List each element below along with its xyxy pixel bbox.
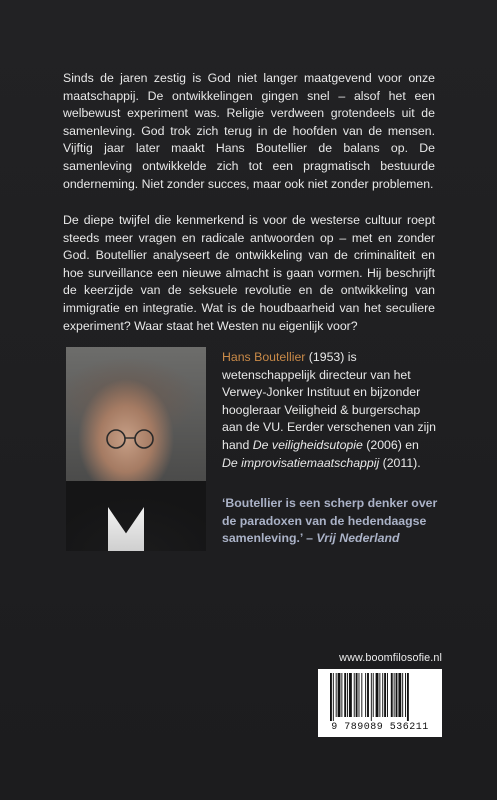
review-quote <box>222 495 442 548</box>
blurb-paragraph-1: Sinds de jaren zestig is God niet langer maatgevend voor onze maatschappij. De ontwikkelingen gingen snel – alsof het een welbewust experiment was. Religie verdween grotendeels uit de samenleving. God trok zich terug in de hoofden van de mensen. Vijftig jaar later maakt Hans Boutellier de balans op. De samenleving ontwikkelde zich tot een pragmatisch bestuurde onderneming. Niet zonder succes, maar ook niet zonder problemen. <box>63 71 435 191</box>
barcode-bar <box>338 673 341 717</box>
barcode-bar <box>344 673 346 717</box>
barcode-bar <box>382 673 383 717</box>
isbn-barcode <box>318 669 442 737</box>
barcode-bar <box>365 673 366 717</box>
barcode-bar <box>333 673 334 721</box>
publisher-website: www.boomfilosofie.nl <box>339 652 442 664</box>
bio-text-2: (2006) en <box>362 437 419 452</box>
quote-source: Vrij Nederland <box>316 531 400 546</box>
barcode-bar <box>336 673 337 717</box>
barcode-bar <box>354 673 355 717</box>
barcode-bar <box>407 673 409 721</box>
barcode-bar <box>379 673 380 717</box>
barcode-bar <box>361 673 362 717</box>
barcode-bar <box>373 673 374 717</box>
author-name: Hans Boutellier <box>222 350 306 364</box>
barcode-bar <box>376 673 379 717</box>
barcode-bar <box>367 673 369 717</box>
blurb-paragraph-2: De diepe twijfel die kenmerkend is voor de westerse cultuur roept steeds meer vragen en radicale antwoorden op – met en zonder God. Boutellier analyseert de ontwikkeling van de criminaliteit en hoe surveillance een nieuwe almacht is gaan vormen. Hij beschrijft de keerzijde van de seksuele revolutie en de ontwikkeling van immigratie en integratie. Wat is de houdbaarheid van het seculiere experiment? Waar staat het Westen nu eigenlijk voor? <box>63 213 435 333</box>
book-title-1: De veiligheidsutopie <box>252 437 363 452</box>
bio-text-1: (1953) is wetenschappelijk directeur van het Verwey-Jonker Instituut en bijzonder hoogleraar Veiligheid & burgerschap aan de VU. Eerder verschenen van zijn hand <box>222 350 436 452</box>
author-photo <box>66 347 206 551</box>
bio-text-3: (2011). <box>379 455 421 470</box>
isbn-digits: 9 789089 536211 <box>331 722 429 733</box>
barcode-bar <box>384 673 386 717</box>
barcode-bar <box>347 673 348 717</box>
author-bio <box>222 349 438 472</box>
barcode-bar <box>387 673 388 717</box>
barcode-bar <box>349 673 352 717</box>
barcode-bar <box>391 673 393 717</box>
barcode-bar <box>396 673 398 717</box>
author-photo-glasses <box>102 429 160 449</box>
barcode-bar <box>394 673 395 717</box>
barcode-bar <box>371 673 372 721</box>
barcode-bar <box>405 673 406 717</box>
barcode-bar <box>356 673 358 717</box>
barcode-bar <box>402 673 403 717</box>
barcode-bar <box>398 673 401 717</box>
book-title-2: De improvisatiemaatschappij <box>222 455 380 470</box>
barcode-bar <box>341 673 342 717</box>
quote-text: ‘Boutellier is een scherp denker over de paradoxen van de hedendaagse samenleving.’ – <box>222 496 438 546</box>
barcode-bar <box>359 673 360 717</box>
barcode-bars <box>330 673 430 721</box>
barcode-bar <box>330 673 332 721</box>
